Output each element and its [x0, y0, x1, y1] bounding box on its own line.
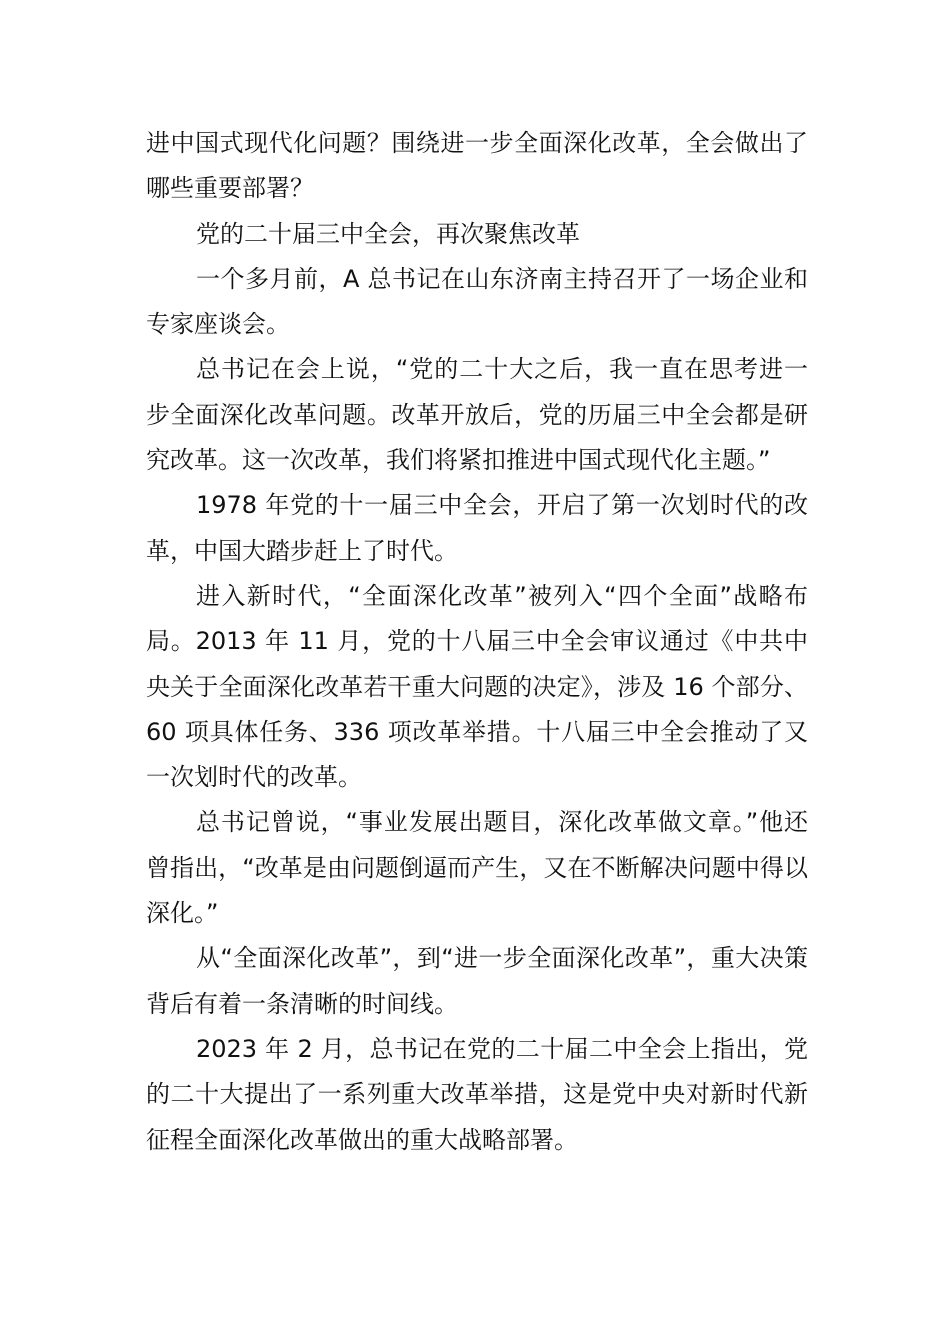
- paragraph: 进入新时代，“全面深化改革”被列入“四个全面”战略布局。2013 年 11 月，党的十八届三中全会审议通过《中共中央关于全面深化改革若干重大问题的决定》，涉及 16 个部分、60 项具体任务、336 项改革举措。十八届三中全会推动了又一次划时代的改革。: [146, 581, 808, 792]
- section-heading: 党的二十届三中全会，再次聚焦改革: [196, 219, 580, 248]
- paragraph: 一个多月前，A 总书记在山东济南主持召开了一场企业和专家座谈会。: [146, 264, 808, 339]
- paragraph: 从“全面深化改革”，到“进一步全面深化改革”，重大决策背后有着一条清晰的时间线。: [146, 944, 808, 1018]
- paragraph: 总书记曾说，“事业发展出题目，深化改革做文章。”他还曾指出，“改革是由问题倒逼而产生，又在不断解决问题中得以深化。”: [146, 808, 808, 928]
- paragraph: 1978 年党的十一届三中全会，开启了第一次划时代的改革，中国大踏步赶上了时代。: [146, 491, 808, 565]
- paragraph: 总书记在会上说，“党的二十大之后，我一直在思考进一步全面深化改革问题。改革开放后，党的历届三中全会都是研究改革。这一次改革，我们将紧扣推进中国式现代化主题。”: [146, 355, 808, 475]
- paragraph: 2023 年 2 月，总书记在党的二十届二中全会上指出，党的二十大提出了一系列重大改革举措，这是党中央对新时代新征程全面深化改革做出的重大战略部署。: [146, 1034, 808, 1154]
- paragraph-continuation: 进中国式现代化问题？围绕进一步全面深化改革，全会做出了哪些重要部署？: [146, 129, 808, 203]
- article-body: [146, 121, 808, 1163]
